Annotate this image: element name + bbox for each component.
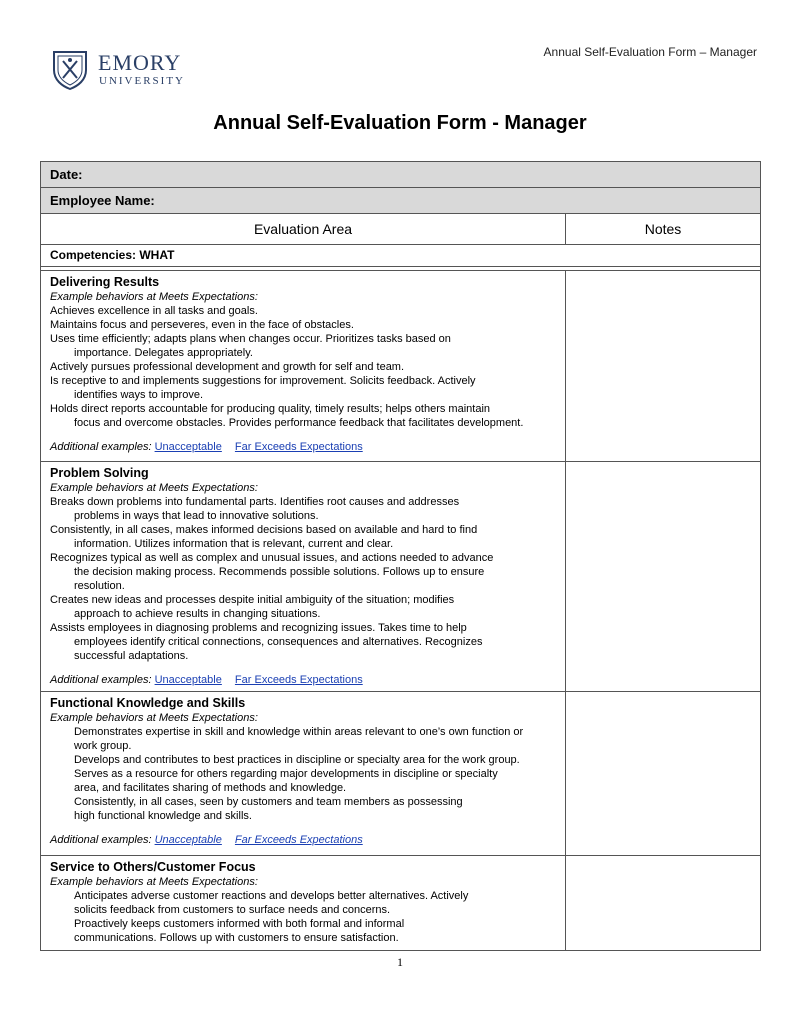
behavior-line: focus and overcome obstacles. Provides performance feedback that facilitates development.	[74, 417, 524, 429]
notes-cell[interactable]	[566, 692, 760, 855]
section-title: Functional Knowledge and Skills	[50, 696, 246, 710]
notes-cell[interactable]	[566, 856, 760, 950]
section-problem-solving	[41, 462, 760, 692]
logo-subtitle: UNIVERSITY	[99, 75, 185, 87]
behavior-line: Maintains focus and perseveres, even in the face of obstacles.	[50, 319, 354, 331]
additional-examples-label: Additional examples:	[50, 834, 152, 846]
additional-examples	[50, 673, 556, 687]
unacceptable-link[interactable]: Unacceptable	[154, 674, 222, 686]
behavior-line: Achieves excellence in all tasks and goals.	[50, 305, 258, 317]
behavior-line: solicits feedback from customers to surface needs and concerns.	[74, 904, 391, 916]
section-title: Delivering Results	[50, 275, 160, 289]
section-subtitle: Example behaviors at Meets Expectations:	[50, 482, 258, 494]
behavior-line: successful adaptations.	[74, 650, 189, 662]
notes-header: Notes	[644, 221, 682, 237]
behavior-line: work group.	[74, 740, 132, 752]
emory-logo	[52, 50, 202, 92]
logo-name: EMORY	[98, 50, 182, 75]
far-exceeds-link[interactable]: Far Exceeds Expectations	[234, 441, 363, 453]
additional-examples-label: Additional examples:	[50, 441, 152, 453]
additional-examples-label: Additional examples:	[50, 674, 152, 686]
behavior-line: identifies ways to improve.	[74, 389, 203, 401]
behavior-line: high functional knowledge and skills.	[74, 810, 252, 822]
evaluation-form-table	[40, 161, 761, 951]
section-area	[41, 462, 566, 691]
behavior-line: Assists employees in diagnosing problems and recognizing issues. Takes time to help	[50, 622, 467, 634]
behavior-line: importance. Delegates appropriately.	[74, 347, 253, 359]
section-area	[41, 271, 566, 461]
employee-name-row[interactable]	[41, 188, 760, 214]
behavior-line: Breaks down problems into fundamental parts. Identifies root causes and addresses	[50, 496, 460, 508]
behavior-line: information. Utilizes information that is relevant, current and clear.	[74, 538, 394, 550]
far-exceeds-link[interactable]: Far Exceeds Expectations	[234, 834, 363, 846]
employee-name-label: Employee Name:	[50, 193, 155, 208]
notes-cell[interactable]	[566, 271, 760, 461]
section-area	[41, 692, 566, 855]
additional-examples	[50, 833, 556, 847]
behavior-line: the decision making process. Recommends possible solutions. Follows up to ensure	[74, 566, 485, 578]
behavior-line: Proactively keeps customers informed with both formal and informal	[74, 918, 405, 930]
section-delivering-results	[41, 271, 760, 462]
behavior-line: Creates new ideas and processes despite initial ambiguity of the situation; modifies	[50, 594, 455, 606]
header-document-title: Annual Self-Evaluation Form – Manager	[543, 45, 757, 59]
behavior-line: area, and facilitates sharing of methods and knowledge.	[74, 782, 347, 794]
far-exceeds-link[interactable]: Far Exceeds Expectations	[234, 674, 363, 686]
behavior-line: Recognizes typical as well as complex and unusual issues, and actions needed to advance	[50, 552, 494, 564]
additional-examples	[50, 440, 556, 454]
section-title: Service to Others/Customer Focus	[50, 860, 256, 874]
behavior-line: employees identify critical connections, consequences and alternatives. Recognizes	[74, 636, 483, 648]
behavior-line: communications. Follows up with customers to ensure satisfaction.	[74, 932, 399, 944]
behavior-line: Anticipates adverse customer reactions and develops better alternatives. Actively	[74, 890, 469, 902]
behavior-line: Serves as a resource for others regarding major developments in discipline or specialty	[74, 768, 498, 780]
section-subtitle: Example behaviors at Meets Expectations:	[50, 712, 258, 724]
competencies-row: Competencies: WHAT	[41, 245, 760, 267]
behavior-line: Develops and contributes to best practices in discipline or specialty area for the work group.	[74, 754, 520, 766]
unacceptable-link[interactable]: Unacceptable	[154, 834, 222, 846]
behavior-line: Holds direct reports accountable for producing quality, timely results; helps others maintain	[50, 403, 491, 415]
behavior-line: approach to achieve results in changing situations.	[74, 608, 321, 620]
table-header-row	[41, 214, 760, 245]
behavior-line: Is receptive to and implements suggestions for improvement. Solicits feedback. Actively	[50, 375, 476, 387]
section-functional-knowledge	[41, 692, 760, 856]
date-label: Date:	[50, 167, 83, 182]
behavior-line: Uses time efficiently; adapts plans when changes occur. Prioritizes tasks based on	[50, 333, 451, 345]
section-service-to-others	[41, 856, 760, 950]
section-area	[41, 856, 566, 950]
behavior-line: Consistently, in all cases, seen by customers and team members as possessing	[74, 796, 463, 808]
unacceptable-link[interactable]: Unacceptable	[154, 441, 222, 453]
behavior-line: resolution.	[74, 580, 125, 592]
date-row[interactable]	[41, 162, 760, 188]
page-number: 1	[397, 955, 403, 969]
evaluation-area-header: Evaluation Area	[41, 214, 566, 244]
section-title: Problem Solving	[50, 466, 149, 480]
behavior-line: Demonstrates expertise in skill and knowledge within areas relevant to one’s own function or	[74, 726, 524, 738]
section-subtitle: Example behaviors at Meets Expectations:	[50, 876, 258, 888]
behavior-line: problems in ways that lead to innovative solutions.	[74, 510, 319, 522]
behavior-line: Consistently, in all cases, makes informed decisions based on available and hard to find	[50, 524, 478, 536]
behavior-line: Actively pursues professional development and growth for self and team.	[50, 361, 405, 373]
section-subtitle: Example behaviors at Meets Expectations:	[50, 291, 258, 303]
emory-shield-icon	[52, 50, 88, 90]
page-title: Annual Self-Evaluation Form - Manager	[213, 112, 587, 134]
notes-cell[interactable]	[566, 462, 760, 691]
